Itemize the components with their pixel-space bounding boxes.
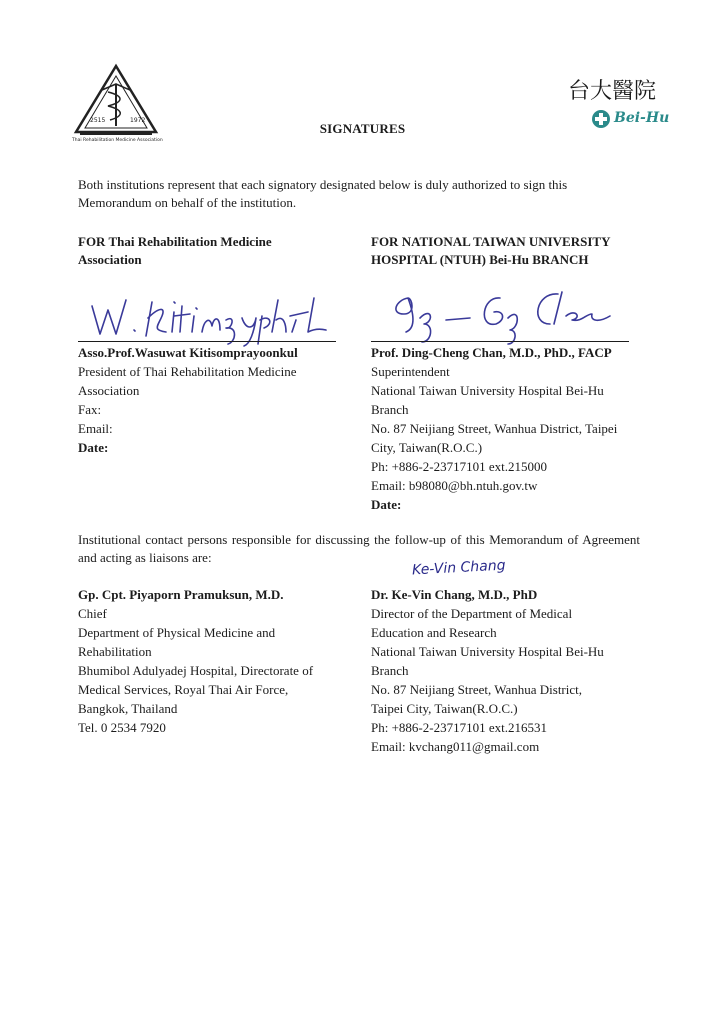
left-contact-line: Bhumibol Adulyadej Hospital, Directorate of [78, 663, 314, 678]
left-signatory-line: Association [78, 383, 140, 398]
right-party-header-line2: HOSPITAL (NTUH) Bei-Hu BRANCH [371, 252, 589, 267]
left-contact-block [78, 585, 353, 737]
right-contact-line: Director of the Department of Medical [371, 606, 573, 621]
right-signatory-email: Email: b98080@bh.ntuh.gov.tw [371, 478, 538, 493]
left-contact-phone: Tel. 0 2534 7920 [78, 720, 166, 735]
seal-caption: Thai Rehabilitation Medicine Association [72, 138, 163, 143]
right-signatory-date: Date: [371, 497, 402, 512]
right-signatory-block [371, 343, 661, 514]
left-contact-line: Medical Services, Royal Thai Air Force, [78, 682, 289, 697]
right-contact-line: No. 87 Neijiang Street, Wanhua District, [371, 682, 583, 697]
right-contact-name: Dr. Ke-Vin Chang, M.D., PhD [371, 587, 538, 602]
right-signatory-line: National Taiwan University Hospital Bei-Hu [371, 383, 604, 398]
right-contact-phone: Ph: +886-2-23717101 ext.216531 [371, 720, 547, 735]
handwritten-signature-text: Ke-Vin Chang [411, 557, 506, 579]
left-contact-name: Gp. Cpt. Piyaporn Pramuksun, M.D. [78, 587, 284, 602]
logo-chinese-text: 台大醫院 [568, 79, 657, 104]
left-contact-line: Rehabilitation [78, 644, 152, 659]
right-signatory-line: Superintendent [371, 364, 450, 379]
right-signatory-line: No. 87 Neijiang Street, Wanhua District, Taipei [371, 421, 618, 436]
right-signatory-line: Branch [371, 402, 409, 417]
right-party-header [371, 233, 661, 269]
right-contact-line: Branch [371, 663, 409, 678]
right-contact-line: Taipei City, Taiwan(R.O.C.) [371, 701, 518, 716]
handwritten-signature-icon [386, 284, 616, 346]
logo-branch-text: Bei-Hu [614, 110, 670, 126]
right-signatory-name: Prof. Ding-Cheng Chan, M.D., PhD., FACP [371, 345, 612, 360]
left-contact-line: Bangkok, Thailand [78, 701, 178, 716]
right-party-header-line1: FOR NATIONAL TAIWAN UNIVERSITY [371, 234, 611, 249]
liaison-paragraph: Institutional contact persons responsible for discussing the follow-up of this Memorandum of Agreement and acting as liaisons are: [78, 532, 640, 565]
right-contact-line: Education and Research [371, 625, 497, 640]
page-title: SIGNATURES [319, 121, 406, 136]
left-party-header [78, 233, 338, 269]
left-party-header-line1: FOR Thai Rehabilitation Medicine [78, 234, 272, 249]
right-contact-block [371, 585, 656, 756]
right-signatory-line: City, Taiwan(R.O.C.) [371, 440, 483, 455]
left-signatory-email: Email: [78, 421, 113, 436]
left-signatory-fax: Fax: [78, 402, 102, 417]
left-contact-line: Chief [78, 606, 107, 621]
seal-year-right: 1972 [130, 117, 146, 124]
left-party-header-line2: Association [78, 252, 142, 267]
left-contact-line: Department of Physical Medicine and [78, 625, 276, 640]
right-signatory-phone: Ph: +886-2-23717101 ext.215000 [371, 459, 547, 474]
right-contact-line: National Taiwan University Hospital Bei-Hu [371, 644, 604, 659]
right-signature-line [371, 341, 629, 342]
handwritten-signature-icon [86, 286, 336, 348]
seal-year-left: 2515 [90, 117, 106, 124]
left-signature-line [78, 341, 336, 342]
left-signatory-name: Asso.Prof.Wasuwat Kitisomprayoonkul [78, 345, 298, 360]
left-signatory-line: President of Thai Rehabilitation Medicine [78, 364, 297, 379]
intro-paragraph: Both institutions represent that each signatory designated below is duly authorized to sign this Memorandum on behalf of the institution. [78, 177, 568, 210]
left-signatory-date: Date: [78, 440, 109, 455]
right-contact-email: Email: kvchang011@gmail.com [371, 739, 540, 754]
left-signatory-block [78, 343, 348, 457]
